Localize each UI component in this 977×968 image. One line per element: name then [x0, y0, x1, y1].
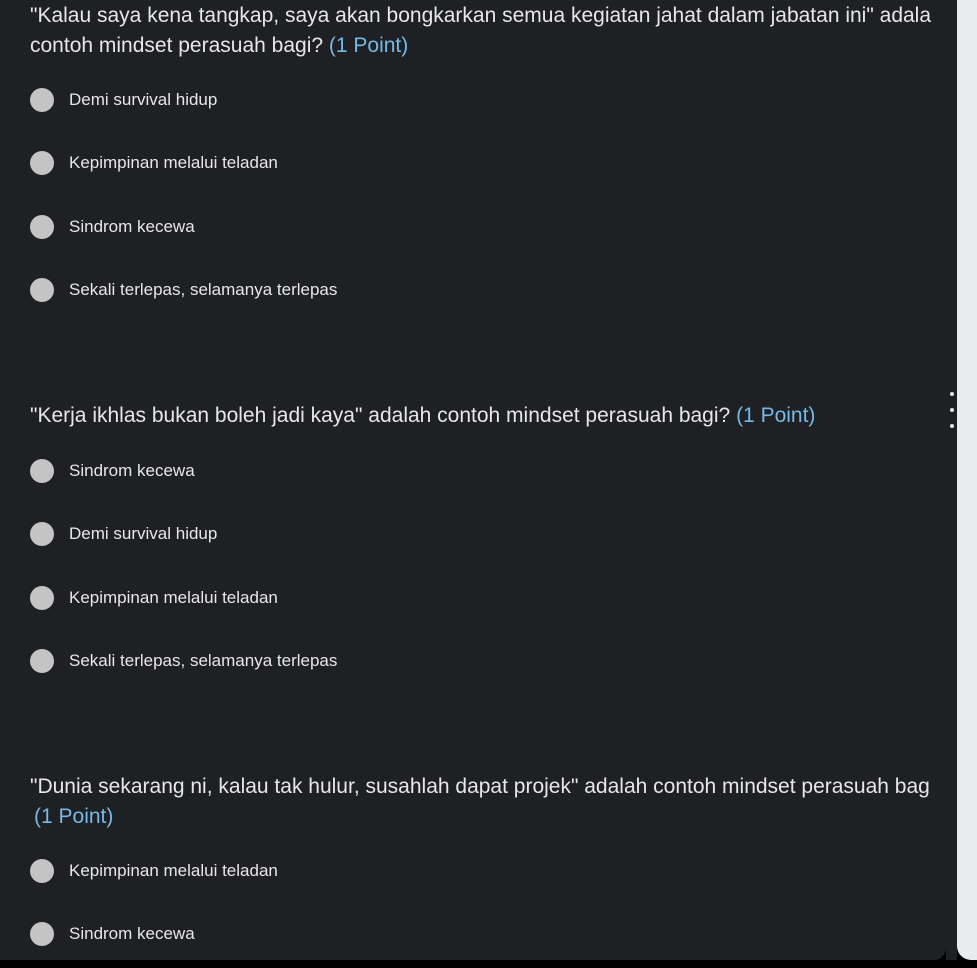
side-panel-edge: [957, 0, 977, 960]
radio-button[interactable]: [30, 859, 54, 883]
question-2-option-4[interactable]: [30, 645, 337, 677]
question-1-option-1[interactable]: [30, 84, 217, 116]
question-2-title-text: "Kerja ikhlas bukan boleh jadi kaya" adalah contoh mindset perasuah bagi?: [30, 404, 731, 427]
option-label: Sindrom kecewa: [69, 461, 195, 480]
question-1-option-3[interactable]: [30, 211, 195, 243]
radio-button[interactable]: [30, 586, 54, 610]
question-2-option-1[interactable]: [30, 455, 195, 487]
radio-button[interactable]: [30, 522, 54, 546]
radio-button[interactable]: [30, 88, 54, 112]
radio-button[interactable]: [30, 649, 54, 673]
question-3-title: "Dunia sekarang ni, kalau tak hulur, susahlah dapat projek" adalah contoh mindset perasuah bag: [30, 775, 930, 798]
option-label: Sekali terlepas, selamanya terlepas: [69, 280, 338, 299]
option-label: Demi survival hidup: [69, 524, 218, 543]
more-vertical-icon[interactable]: [944, 392, 960, 428]
dot: [950, 392, 954, 396]
dot: [950, 424, 954, 428]
option-label: Sindrom kecewa: [69, 924, 195, 943]
radio-button[interactable]: [30, 459, 54, 483]
option-label: Sekali terlepas, selamanya terlepas: [69, 651, 338, 670]
question-1-option-4[interactable]: [30, 274, 337, 306]
question-2-option-2[interactable]: [30, 518, 217, 550]
radio-button[interactable]: [30, 151, 54, 175]
dot: [950, 408, 954, 412]
radio-button[interactable]: [30, 922, 54, 946]
option-label: Sindrom kecewa: [69, 217, 195, 236]
scrollbar-track[interactable]: [946, 0, 957, 960]
question-3-option-1[interactable]: [30, 855, 278, 887]
question-2-title: [30, 400, 815, 432]
question-1-title-line1: "Kalau saya kena tangkap, saya akan bongkarkan semua kegiatan jahat dalam jabatan ini" adala: [30, 4, 932, 27]
question-3-points: (1 Point): [34, 805, 114, 828]
option-label: Kepimpinan melalui teladan: [69, 153, 278, 172]
option-label: Kepimpinan melalui teladan: [69, 588, 278, 607]
question-1-title-text: contoh mindset perasuah bagi?: [30, 34, 324, 57]
option-label: Kepimpinan melalui teladan: [69, 861, 278, 880]
option-label: Demi survival hidup: [69, 90, 218, 109]
radio-button[interactable]: [30, 278, 54, 302]
question-1-points: (1 Point): [328, 34, 409, 57]
question-1-option-2[interactable]: [30, 147, 278, 179]
question-2-option-3[interactable]: [30, 582, 278, 614]
question-2-points: (1 Point): [736, 404, 816, 427]
question-3-option-2[interactable]: [30, 918, 195, 950]
radio-button[interactable]: [30, 215, 54, 239]
question-1-title-line2: [30, 30, 408, 62]
